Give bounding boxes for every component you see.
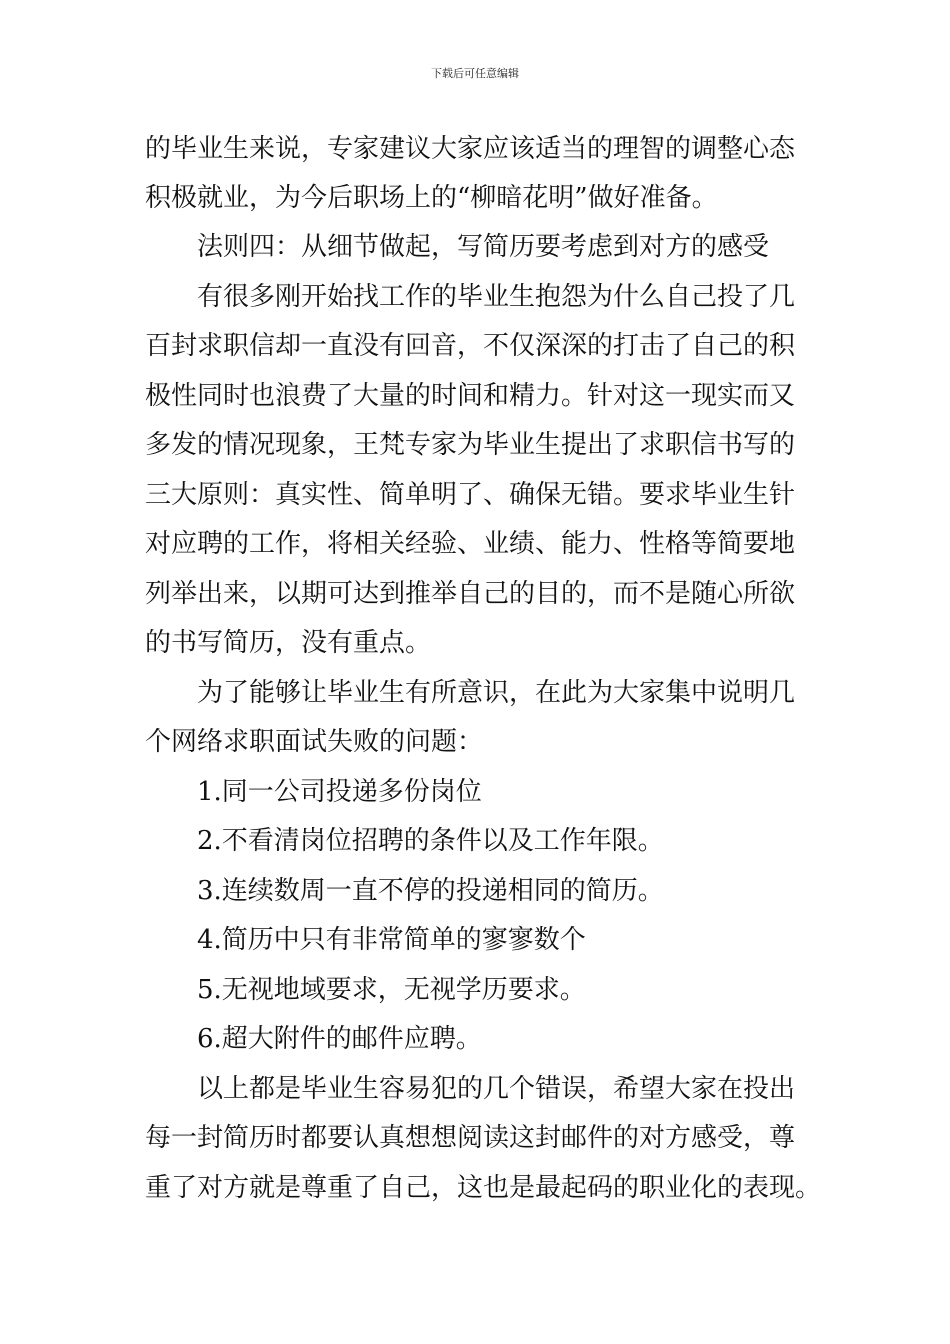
text-line: 极性同时也浪费了大量的时间和精力。针对这一现实而又 [145,381,796,411]
text-line: 百封求职信却一直没有回音，不仅深深的打击了自己的积 [145,331,796,361]
list-item: 4.简历中只有非常简单的寥寥数个 [197,925,586,955]
text-line: 对应聘的工作，将相关经验、业绩、能力、性格等简要地 [145,529,796,559]
text-line: 每一封简历时都要认真想想阅读这封邮件的对方感受，尊 [145,1123,796,1153]
page-header: 下载后可任意编辑 [431,67,519,80]
text-line: 的书写简历，没有重点。 [145,628,432,658]
list-item: 1.同一公司投递多份岗位 [197,777,482,807]
text-line: 三大原则：真实性、简单明了、确保无错。要求毕业生针 [145,480,796,510]
text-line: 有很多刚开始找工作的毕业生抱怨为什么自己投了几 [197,282,796,312]
list-item: 5.无视地域要求，无视学历要求。 [197,975,586,1005]
list-item: 2.不看清岗位招聘的条件以及工作年限。 [197,826,664,856]
text-line: 的毕业生来说，专家建议大家应该适当的理智的调整心态 [145,134,796,164]
list-item: 6.超大附件的邮件应聘。 [197,1024,482,1054]
text-line: 以上都是毕业生容易犯的几个错误，希望大家在投出 [197,1074,796,1104]
text-line: 多发的情况现象，王梵专家为毕业生提出了求职信书写的 [145,430,796,460]
text-line: 重了对方就是尊重了自己，这也是最起码的职业化的表现。 [145,1173,822,1203]
text-line: 个网络求职面试失败的问题： [145,727,484,757]
text-line: 积极就业，为今后职场上的“柳暗花明”做好准备。 [145,183,718,213]
list-item: 3.连续数周一直不停的投递相同的简历。 [197,876,664,906]
text-line: 法则四：从细节做起，写简历要考虑到对方的感受 [197,232,770,262]
text-line: 列举出来，以期可达到推举自己的目的，而不是随心所欲 [145,579,796,609]
text-line: 为了能够让毕业生有所意识，在此为大家集中说明几 [197,678,796,708]
